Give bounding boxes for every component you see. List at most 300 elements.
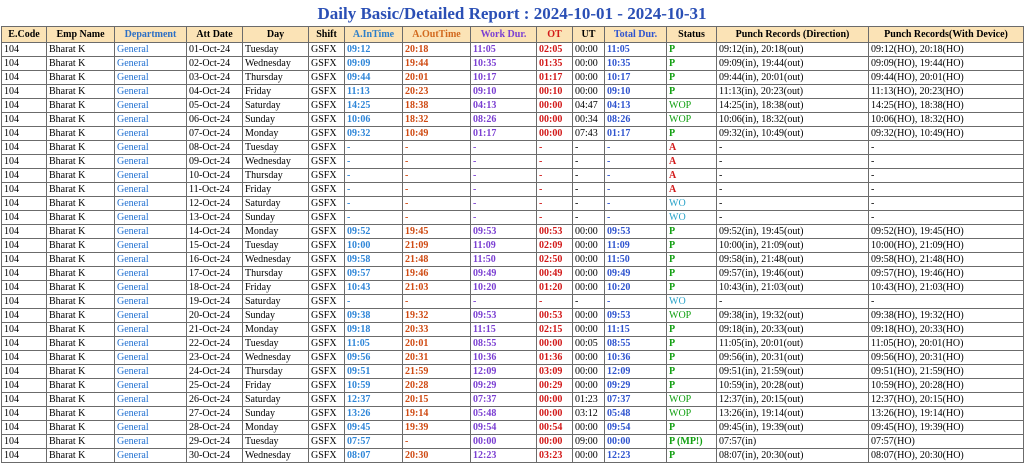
cell-status: WOP [667,407,717,421]
cell-emp-name: Bharat K [47,183,115,197]
cell-ecode: 104 [2,197,47,211]
cell-day: Monday [243,225,309,239]
cell-ecode: 104 [2,379,47,393]
cell-day: Monday [243,323,309,337]
cell-ut: 00:00 [573,449,605,463]
cell-status: P [667,267,717,281]
cell-emp-name: Bharat K [47,155,115,169]
cell-punch-direction: 10:00(in), 21:09(out) [717,239,869,253]
cell-punch-device: 11:13(HO), 20:23(HO) [869,85,1024,99]
cell-att-date: 21-Oct-24 [187,323,243,337]
cell-shift: GSFX [309,435,345,449]
cell-shift: GSFX [309,267,345,281]
cell-ecode: 104 [2,239,47,253]
cell-day: Sunday [243,211,309,225]
cell-ecode: 104 [2,183,47,197]
table-row [2,379,1024,393]
cell-out-time: 19:44 [403,57,471,71]
cell-department: General [115,99,187,113]
cell-emp-name: Bharat K [47,365,115,379]
cell-work-dur: 05:48 [471,407,537,421]
table-row [2,71,1024,85]
cell-work-dur: 10:35 [471,57,537,71]
cell-out-time: 19:14 [403,407,471,421]
cell-punch-direction: 09:32(in), 10:49(out) [717,127,869,141]
cell-att-date: 14-Oct-24 [187,225,243,239]
cell-ecode: 104 [2,337,47,351]
cell-ut: 00:00 [573,309,605,323]
cell-punch-device: 12:37(HO), 20:15(HO) [869,393,1024,407]
cell-ut: 00:00 [573,323,605,337]
cell-emp-name: Bharat K [47,449,115,463]
cell-status: A [667,155,717,169]
cell-att-date: 24-Oct-24 [187,365,243,379]
attendance-table [1,26,1024,463]
cell-ot: 00:00 [537,435,573,449]
cell-department: General [115,449,187,463]
cell-total-dur: - [605,197,667,211]
table-row [2,225,1024,239]
cell-in-time: - [345,295,403,309]
cell-punch-device: 07:57(HO) [869,435,1024,449]
cell-out-time: - [403,295,471,309]
cell-out-time: 20:01 [403,337,471,351]
cell-department: General [115,379,187,393]
cell-att-date: 23-Oct-24 [187,351,243,365]
table-row [2,393,1024,407]
cell-emp-name: Bharat K [47,239,115,253]
cell-ut: 00:34 [573,113,605,127]
cell-punch-direction: - [717,155,869,169]
cell-department: General [115,239,187,253]
col-header-ot: OT [537,27,573,43]
cell-out-time: 20:23 [403,85,471,99]
cell-ut: 00:00 [573,351,605,365]
cell-out-time: 20:30 [403,449,471,463]
cell-department: General [115,127,187,141]
table-row [2,43,1024,57]
cell-shift: GSFX [309,239,345,253]
cell-ut: 00:00 [573,57,605,71]
cell-work-dur: 10:36 [471,351,537,365]
cell-department: General [115,365,187,379]
cell-shift: GSFX [309,309,345,323]
col-header-punch-direction: Punch Records (Direction) [717,27,869,43]
cell-in-time: 10:06 [345,113,403,127]
cell-punch-device: 09:58(HO), 21:48(HO) [869,253,1024,267]
cell-punch-direction: - [717,197,869,211]
table-row [2,281,1024,295]
cell-ut: - [573,183,605,197]
table-row [2,365,1024,379]
cell-att-date: 06-Oct-24 [187,113,243,127]
col-header-att-date: Att Date [187,27,243,43]
cell-punch-device: 09:56(HO), 20:31(HO) [869,351,1024,365]
cell-out-time: 21:59 [403,365,471,379]
cell-punch-direction: 10:59(in), 20:28(out) [717,379,869,393]
cell-att-date: 27-Oct-24 [187,407,243,421]
cell-emp-name: Bharat K [47,379,115,393]
cell-out-time: 19:45 [403,225,471,239]
cell-work-dur: - [471,211,537,225]
cell-total-dur: 05:48 [605,407,667,421]
cell-total-dur: 00:00 [605,435,667,449]
cell-in-time: 09:38 [345,309,403,323]
cell-shift: GSFX [309,421,345,435]
cell-ecode: 104 [2,169,47,183]
cell-att-date: 20-Oct-24 [187,309,243,323]
cell-emp-name: Bharat K [47,85,115,99]
cell-shift: GSFX [309,141,345,155]
cell-total-dur: 10:20 [605,281,667,295]
cell-shift: GSFX [309,365,345,379]
cell-ot: 00:00 [537,337,573,351]
cell-ecode: 104 [2,435,47,449]
cell-punch-device: 09:52(HO), 19:45(HO) [869,225,1024,239]
cell-status: P [667,225,717,239]
col-header-ut: UT [573,27,605,43]
cell-department: General [115,351,187,365]
cell-in-time: - [345,183,403,197]
cell-ot: - [537,169,573,183]
cell-work-dur: 08:55 [471,337,537,351]
table-row [2,141,1024,155]
table-body [2,43,1024,463]
cell-department: General [115,253,187,267]
cell-att-date: 22-Oct-24 [187,337,243,351]
col-header-department: Department [115,27,187,43]
cell-ut: 00:00 [573,281,605,295]
cell-work-dur: 09:53 [471,225,537,239]
cell-ut: - [573,197,605,211]
cell-punch-device: - [869,295,1024,309]
cell-punch-device: - [869,211,1024,225]
cell-punch-direction: 09:56(in), 20:31(out) [717,351,869,365]
cell-att-date: 12-Oct-24 [187,197,243,211]
cell-shift: GSFX [309,449,345,463]
cell-ut: 00:00 [573,365,605,379]
cell-status: P [667,449,717,463]
cell-in-time: 09:52 [345,225,403,239]
cell-shift: GSFX [309,379,345,393]
report-title: Daily Basic/Detailed Report : 2024-10-01 - 2024-10-31 [317,4,707,23]
cell-department: General [115,309,187,323]
cell-punch-direction: 12:37(in), 20:15(out) [717,393,869,407]
cell-punch-device: 09:12(HO), 20:18(HO) [869,43,1024,57]
cell-punch-direction: 09:12(in), 20:18(out) [717,43,869,57]
cell-ut: 00:00 [573,85,605,99]
cell-att-date: 19-Oct-24 [187,295,243,309]
cell-day: Thursday [243,71,309,85]
cell-status: P [667,127,717,141]
cell-emp-name: Bharat K [47,141,115,155]
cell-work-dur: 12:09 [471,365,537,379]
table-row [2,435,1024,449]
cell-ecode: 104 [2,365,47,379]
cell-in-time: 10:00 [345,239,403,253]
cell-work-dur: 09:29 [471,379,537,393]
cell-ot: 00:29 [537,379,573,393]
cell-status: P [667,71,717,85]
cell-punch-direction: 13:26(in), 19:14(out) [717,407,869,421]
cell-ecode: 104 [2,323,47,337]
cell-ut: 00:05 [573,337,605,351]
cell-punch-direction: - [717,295,869,309]
cell-out-time: - [403,155,471,169]
cell-att-date: 30-Oct-24 [187,449,243,463]
cell-emp-name: Bharat K [47,323,115,337]
cell-in-time: 10:43 [345,281,403,295]
cell-in-time: 13:26 [345,407,403,421]
cell-att-date: 05-Oct-24 [187,99,243,113]
cell-shift: GSFX [309,57,345,71]
cell-work-dur: 00:00 [471,435,537,449]
cell-ecode: 104 [2,113,47,127]
cell-ecode: 104 [2,351,47,365]
cell-punch-device: 09:44(HO), 20:01(HO) [869,71,1024,85]
cell-work-dur: 04:13 [471,99,537,113]
cell-ot: 00:00 [537,113,573,127]
cell-shift: GSFX [309,225,345,239]
col-header-total-dur: Total Dur. [605,27,667,43]
cell-punch-device: 09:45(HO), 19:39(HO) [869,421,1024,435]
cell-department: General [115,141,187,155]
table-row [2,309,1024,323]
cell-in-time: - [345,155,403,169]
cell-punch-device: - [869,169,1024,183]
cell-out-time: - [403,211,471,225]
cell-shift: GSFX [309,71,345,85]
cell-department: General [115,295,187,309]
cell-out-time: 19:46 [403,267,471,281]
cell-punch-direction: - [717,141,869,155]
cell-punch-direction: 11:05(in), 20:01(out) [717,337,869,351]
cell-work-dur: 11:05 [471,43,537,57]
cell-status: P [667,253,717,267]
cell-work-dur: 12:23 [471,449,537,463]
cell-day: Sunday [243,407,309,421]
cell-ot: 01:20 [537,281,573,295]
cell-att-date: 04-Oct-24 [187,85,243,99]
cell-total-dur: 08:55 [605,337,667,351]
cell-total-dur: 10:17 [605,71,667,85]
cell-day: Thursday [243,267,309,281]
cell-day: Friday [243,379,309,393]
cell-work-dur: 07:37 [471,393,537,407]
cell-shift: GSFX [309,407,345,421]
cell-total-dur: - [605,295,667,309]
cell-total-dur: 08:26 [605,113,667,127]
cell-day: Friday [243,281,309,295]
cell-total-dur: 09:53 [605,309,667,323]
cell-total-dur: - [605,169,667,183]
cell-shift: GSFX [309,155,345,169]
cell-ut: - [573,295,605,309]
cell-in-time: 09:09 [345,57,403,71]
cell-punch-device: 09:32(HO), 10:49(HO) [869,127,1024,141]
cell-punch-direction: - [717,211,869,225]
cell-ut: 00:00 [573,43,605,57]
cell-punch-device: 09:38(HO), 19:32(HO) [869,309,1024,323]
cell-shift: GSFX [309,253,345,267]
cell-att-date: 02-Oct-24 [187,57,243,71]
cell-work-dur: 11:50 [471,253,537,267]
cell-ut: - [573,155,605,169]
cell-ecode: 104 [2,449,47,463]
col-header-out-time: A.OutTime [403,27,471,43]
cell-work-dur: - [471,183,537,197]
cell-ot: 01:36 [537,351,573,365]
col-header-emp-name: Emp Name [47,27,115,43]
cell-punch-device: - [869,183,1024,197]
cell-emp-name: Bharat K [47,71,115,85]
col-header-shift: Shift [309,27,345,43]
cell-in-time: 09:56 [345,351,403,365]
cell-ecode: 104 [2,253,47,267]
cell-shift: GSFX [309,183,345,197]
cell-ot: 02:50 [537,253,573,267]
cell-ecode: 104 [2,71,47,85]
cell-day: Tuesday [243,141,309,155]
cell-att-date: 16-Oct-24 [187,253,243,267]
cell-day: Saturday [243,295,309,309]
table-row [2,267,1024,281]
col-header-day: Day [243,27,309,43]
cell-work-dur: - [471,155,537,169]
cell-total-dur: 07:37 [605,393,667,407]
cell-shift: GSFX [309,211,345,225]
cell-punch-device: 09:09(HO), 19:44(HO) [869,57,1024,71]
cell-total-dur: 09:10 [605,85,667,99]
cell-punch-direction: 07:57(in) [717,435,869,449]
table-row [2,127,1024,141]
cell-ot: 02:15 [537,323,573,337]
cell-in-time: 12:37 [345,393,403,407]
cell-department: General [115,113,187,127]
cell-ot: - [537,183,573,197]
cell-status: WOP [667,99,717,113]
cell-punch-device: 11:05(HO), 20:01(HO) [869,337,1024,351]
table-row [2,323,1024,337]
cell-ecode: 104 [2,267,47,281]
table-row [2,85,1024,99]
cell-in-time: 07:57 [345,435,403,449]
cell-day: Wednesday [243,57,309,71]
cell-ecode: 104 [2,309,47,323]
cell-work-dur: 11:15 [471,323,537,337]
cell-out-time: 20:18 [403,43,471,57]
cell-in-time: 09:32 [345,127,403,141]
cell-ot: 03:09 [537,365,573,379]
cell-out-time: 20:33 [403,323,471,337]
table-row [2,421,1024,435]
cell-department: General [115,85,187,99]
cell-status: P [667,337,717,351]
table-row [2,337,1024,351]
cell-ot: - [537,197,573,211]
cell-emp-name: Bharat K [47,309,115,323]
cell-emp-name: Bharat K [47,295,115,309]
cell-ecode: 104 [2,295,47,309]
cell-ut: 00:00 [573,253,605,267]
cell-att-date: 09-Oct-24 [187,155,243,169]
cell-work-dur: 09:49 [471,267,537,281]
cell-status: P [667,43,717,57]
cell-emp-name: Bharat K [47,169,115,183]
cell-total-dur: 12:09 [605,365,667,379]
cell-out-time: 20:01 [403,71,471,85]
cell-total-dur: 11:15 [605,323,667,337]
cell-total-dur: 09:54 [605,421,667,435]
cell-day: Monday [243,127,309,141]
cell-work-dur: - [471,197,537,211]
cell-department: General [115,155,187,169]
cell-total-dur: 11:05 [605,43,667,57]
cell-day: Saturday [243,393,309,407]
cell-att-date: 11-Oct-24 [187,183,243,197]
cell-ecode: 104 [2,43,47,57]
cell-ut: 07:43 [573,127,605,141]
cell-att-date: 07-Oct-24 [187,127,243,141]
cell-ut: 09:00 [573,435,605,449]
cell-department: General [115,71,187,85]
cell-ecode: 104 [2,85,47,99]
cell-department: General [115,281,187,295]
cell-punch-direction: 09:57(in), 19:46(out) [717,267,869,281]
cell-total-dur: 10:35 [605,57,667,71]
cell-work-dur: - [471,141,537,155]
cell-emp-name: Bharat K [47,225,115,239]
cell-punch-direction: 09:52(in), 19:45(out) [717,225,869,239]
table-row [2,197,1024,211]
cell-in-time: 11:13 [345,85,403,99]
cell-day: Tuesday [243,337,309,351]
cell-out-time: 18:32 [403,113,471,127]
cell-day: Tuesday [243,43,309,57]
cell-in-time: 08:07 [345,449,403,463]
cell-ot: - [537,155,573,169]
cell-day: Tuesday [243,435,309,449]
cell-ecode: 104 [2,281,47,295]
cell-punch-direction: 09:45(in), 19:39(out) [717,421,869,435]
cell-department: General [115,211,187,225]
cell-punch-device: 09:51(HO), 21:59(HO) [869,365,1024,379]
cell-ecode: 104 [2,407,47,421]
cell-ot: 02:09 [537,239,573,253]
cell-total-dur: 09:53 [605,225,667,239]
cell-total-dur: - [605,211,667,225]
cell-ot: 00:00 [537,407,573,421]
cell-day: Wednesday [243,155,309,169]
cell-punch-device: 10:43(HO), 21:03(HO) [869,281,1024,295]
cell-status: P [667,57,717,71]
cell-ut: - [573,169,605,183]
cell-work-dur: 10:17 [471,71,537,85]
cell-emp-name: Bharat K [47,435,115,449]
cell-total-dur: 01:17 [605,127,667,141]
cell-ot: 00:49 [537,267,573,281]
cell-ot: 00:00 [537,393,573,407]
cell-work-dur: 10:20 [471,281,537,295]
cell-day: Tuesday [243,239,309,253]
cell-shift: GSFX [309,113,345,127]
cell-total-dur: - [605,155,667,169]
cell-status: P [667,323,717,337]
cell-shift: GSFX [309,43,345,57]
cell-punch-direction: - [717,183,869,197]
cell-emp-name: Bharat K [47,99,115,113]
cell-shift: GSFX [309,85,345,99]
